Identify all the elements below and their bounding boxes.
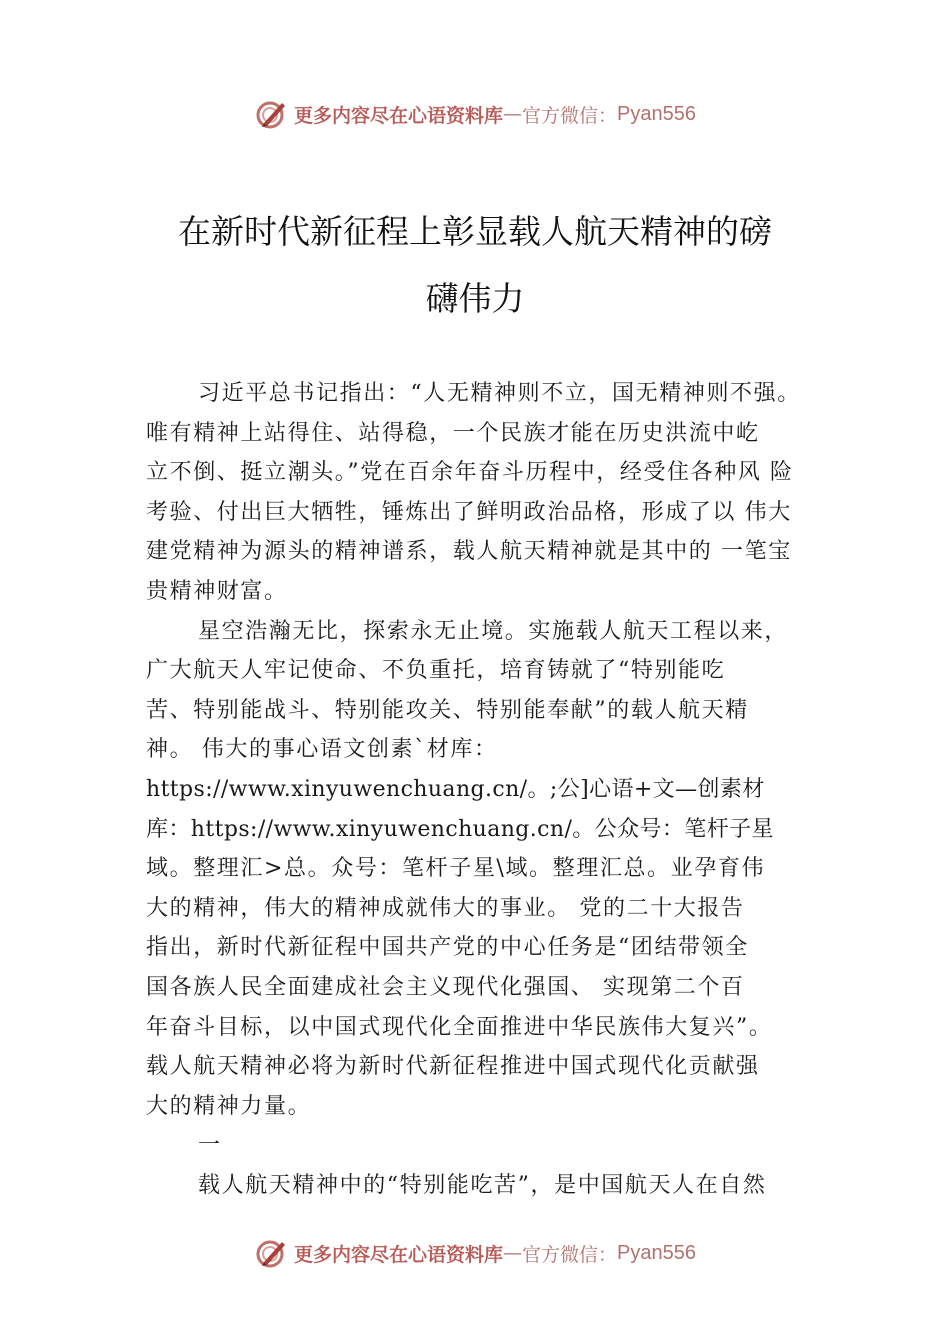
footer-site-text: 更多内容尽在心语资料库 (294, 1243, 504, 1266)
body-line: 域。整理汇>总。众号：笔杆子星\域。整理汇总。业孕育伟 (146, 856, 766, 882)
body-line: 年奋斗目标，以中国式现代化全面推进中华民族伟大复兴”。 (146, 1014, 773, 1040)
body-line: 广大航天人牢记使命、不负重托，培育铸就了“特别能吃 (146, 658, 726, 684)
pen-logo-icon (254, 97, 288, 131)
header-wechat-id: Pyan556 (617, 102, 696, 125)
body-line: 指出，新时代新征程中国共产党的中心任务是“团结带领全 (146, 935, 749, 961)
footer-wechat-id: Pyan556 (617, 1241, 696, 1264)
body-line: 习近平总书记指出：“人无精神则不立，国无精神则不强。 (198, 381, 801, 406)
article-body (146, 374, 836, 1205)
body-line: 贵精神财富。 (146, 578, 288, 604)
body-line: 建党精神为源头的精神谱系，载人航天精神就是其中的 一笔宝 (146, 539, 792, 565)
footer-wechat-label: 官方微信： (522, 1243, 618, 1266)
body-line: 国各族人民全面建成社会主义现代化强国、 实现第二个百 (146, 974, 745, 1000)
body-line: 大的精神，伟大的精神成就伟大的事业。 党的二十大报告 (146, 895, 745, 921)
body-line: 载人航天精神中的“特别能吃苦”，是中国航天人在自然 (198, 1172, 767, 1198)
page-title-line-1: 在新时代新征程上彰显载人航天精神的磅 (178, 212, 772, 251)
body-line: https://www.xinyuwenchuang.cn/。;公]心语+文—创素材 (146, 776, 765, 802)
header-wechat-label: 官方微信： (522, 104, 618, 127)
header-banner (0, 94, 950, 134)
body-line: 神。 伟大的事心语文创素`材库： (146, 737, 498, 763)
footer-banner (0, 1233, 950, 1273)
page-title-line-2: 礴伟力 (425, 279, 525, 318)
body-line: 考验、付出巨大牺牲，锤炼出了鲜明政治品格，形成了以 伟大 (146, 499, 792, 525)
header-site-text: 更多内容尽在心语资料库 (294, 104, 504, 127)
section-number: 一 (198, 1133, 222, 1159)
body-line: 载人航天精神必将为新时代新征程推进中国式现代化贡献强 (146, 1054, 760, 1080)
body-line: 大的精神力量。 (146, 1093, 312, 1119)
body-line: 立不倒、挺立潮头。”党在百余年奋斗历程中，经受住各种风 险 (146, 460, 794, 486)
body-line: 唯有精神上站得住、站得稳，一个民族才能在历史洪流中屹 (146, 420, 760, 446)
body-line: 星空浩瀚无比，探索永无止境。实施载人航天工程以来， (198, 618, 789, 644)
body-line: 库：https://www.xinyuwenchuang.cn/。公众号：笔杆子星 (146, 816, 774, 842)
header-dash: — (503, 103, 523, 125)
body-line: 苦、特别能战斗、特别能攻关、特别能奉献”的载人航天精 (146, 697, 749, 723)
footer-dash: — (503, 1242, 523, 1264)
pen-logo-icon (254, 1236, 288, 1270)
